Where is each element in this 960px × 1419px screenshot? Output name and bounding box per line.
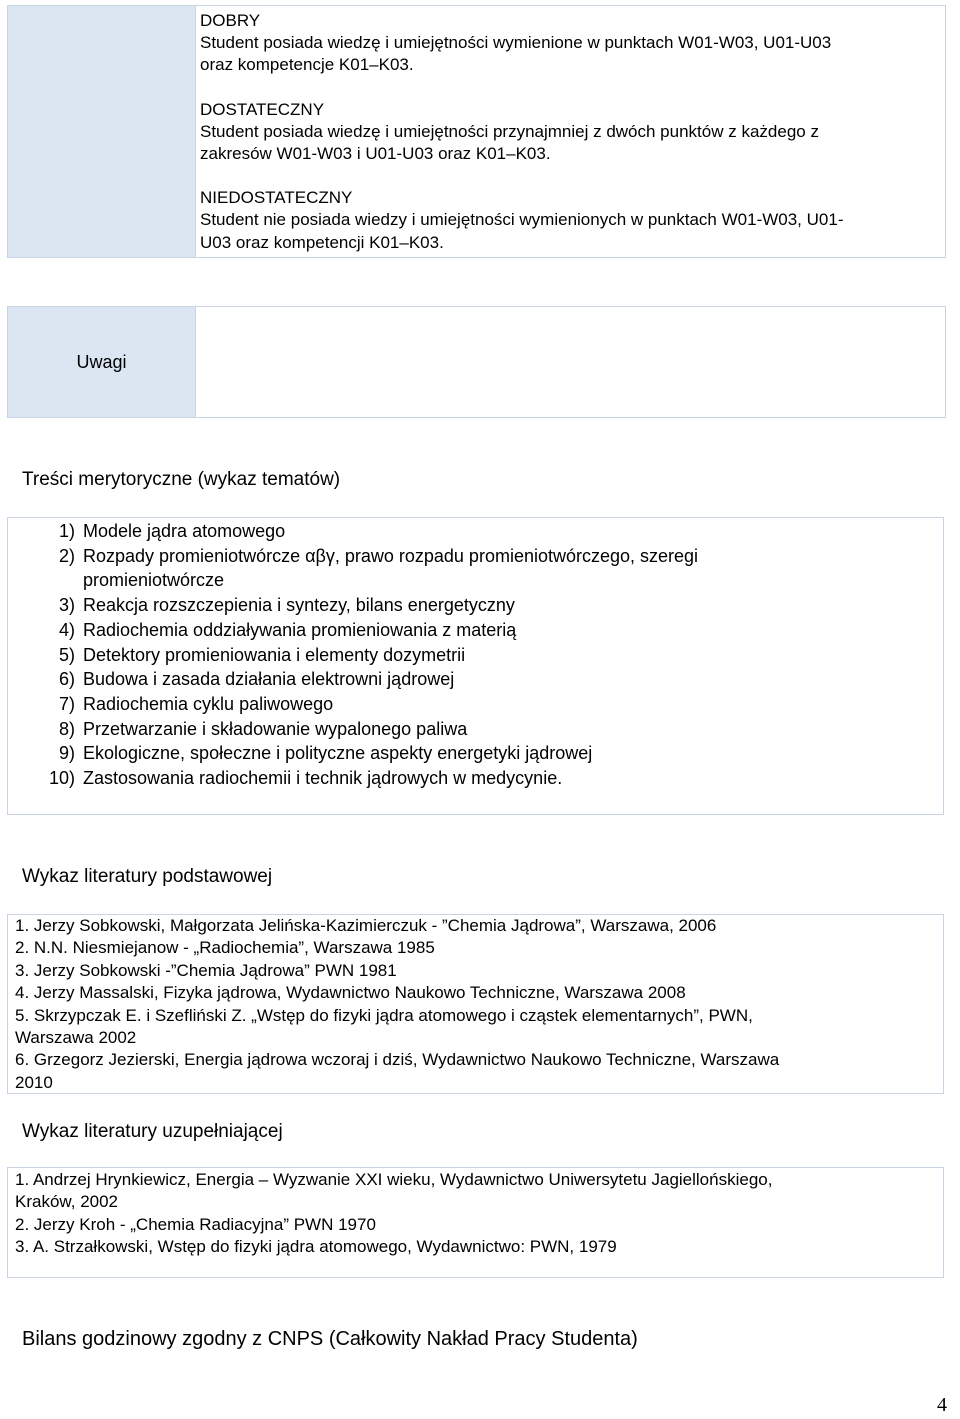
topic-text: Radiochemia oddziaływania promieniowania z materią: [83, 619, 517, 640]
topic-text: Modele jądra atomowego: [83, 521, 286, 541]
topic-number: 1): [58, 521, 75, 541]
lit-basic-line: Warszawa 2002: [15, 1028, 137, 1048]
page-number: 4: [937, 1394, 947, 1416]
topic-number: 5): [58, 644, 75, 665]
lit-basic-box: [7, 914, 944, 1094]
grade-niedostateczny-line-1: Student nie posiada wiedzy i umiejętności wymienionych w punktach W01-W03, U01-: [200, 210, 844, 230]
topic-number: 10): [48, 768, 75, 789]
topic-item: [8, 766, 943, 791]
topic-text: Przetwarzanie i składowanie wypalonego paliwa: [83, 718, 468, 739]
lit-basic-line: 6. Grzegorz Jezierski, Energia jądrowa wczoraj i dziś, Wydawnictwo Naukowo Techniczne, Warszawa: [15, 1050, 780, 1070]
topic-text: Reakcja rozszczepienia i syntezy, bilans energetyczny: [83, 595, 515, 616]
grade-dostateczny-title: DOSTATECZNY: [200, 99, 325, 119]
lit-basic-line: 3. Jerzy Sobkowski -”Chemia Jądrowa” PWN 1981: [15, 960, 397, 980]
lit-basic-line: 2010: [15, 1072, 53, 1092]
topic-number: 9): [58, 743, 75, 764]
lit-basic-line: 4. Jerzy Massalski, Fizyka jądrowa, Wydawnictwo Naukowo Techniczne, Warszawa 2008: [15, 983, 686, 1003]
lit-extra-line: 1. Andrzej Hrynkiewicz, Energia – Wyzwanie XXI wieku, Wydawnictwo Uniwersytetu Jagiellońskiego,: [15, 1170, 773, 1189]
grade-dostateczny-line-1: Student posiada wiedzę i umiejętności przynajmniej z dwóch punktów z każdego z: [200, 121, 819, 141]
bilans-heading: Bilans godzinowy zgodny z CNPS (Całkowity Nakład Pracy Studenta): [22, 1328, 638, 1350]
topic-number: 4): [58, 619, 75, 640]
lit-basic-line: 1. Jerzy Sobkowski, Małgorzata Jelińska-Kazimierczuk - ”Chemia Jądrowa”, Warszawa, 2006: [15, 916, 717, 935]
topic-item: [8, 692, 943, 717]
topic-item: [8, 593, 943, 618]
topic-number: 7): [58, 693, 75, 714]
topic-item: [8, 618, 943, 643]
topic-text: Rozpady promieniotwórcze αβγ, prawo rozpadu promieniotwórczego, szeregi: [83, 545, 699, 566]
topic-item: [8, 643, 943, 668]
uwagi-content-cell: [195, 306, 946, 418]
topic-text: Zastosowania radiochemii i technik jądrowych w medycynie.: [83, 768, 563, 789]
topics-list: [8, 519, 943, 791]
topic-text: Detektory promieniowania i elementy dozymetrii: [83, 644, 466, 665]
topic-number: 3): [58, 595, 75, 616]
topic-item: [8, 741, 943, 766]
lit-basic-line: 5. Skrzypczak E. i Szefliński Z. „Wstęp do fizyki jądra atomowego i cząstek elementarnych”, PWN,: [15, 1005, 753, 1025]
grade-dobry-line-2: oraz kompetencje K01–K03.: [200, 55, 414, 75]
grade-niedostateczny-line-2: U03 oraz kompetencji K01–K03.: [200, 232, 444, 252]
lit-extra-line: 3. A. Strzałkowski, Wstęp do fizyki jądra atomowego, Wydawnictwo: PWN, 1979: [15, 1237, 617, 1257]
topic-text: Budowa i zasada działania elektrowni jądrowej: [83, 669, 455, 690]
uwagi-label: Uwagi: [76, 351, 127, 372]
topic-item: [8, 544, 943, 593]
uwagi-label-cell: [7, 306, 196, 418]
lit-basic-heading: Wykaz literatury podstawowej: [22, 866, 273, 887]
topics-heading: Treści merytoryczne (wykaz tematów): [22, 469, 341, 490]
topic-item: [8, 667, 943, 692]
topic-item: [8, 519, 943, 544]
topic-text: Radiochemia cyklu paliwowego: [83, 693, 334, 714]
topic-text: Ekologiczne, społeczne i polityczne aspekty energetyki jądrowej: [83, 743, 593, 764]
grade-dobry-title: DOBRY: [200, 11, 261, 30]
topic-number: 6): [58, 669, 75, 690]
topics-box: [7, 517, 944, 815]
topic-number: 8): [58, 718, 75, 739]
topic-item: [8, 717, 943, 742]
grade-dobry-line-1: Student posiada wiedzę i umiejętności wymienione w punktach W01-W03, U01-U03: [200, 33, 832, 53]
grade-dostateczny-line-2: zakresów W01-W03 i U01-U03 oraz K01–K03.: [200, 144, 551, 164]
lit-extra-line: 2. Jerzy Kroh - „Chemia Radiacyjna” PWN 1970: [15, 1214, 376, 1234]
topic-text-continued: promieniotwórcze: [83, 570, 225, 591]
topic-number: 2): [58, 545, 75, 566]
lit-extra-line: Kraków, 2002: [15, 1192, 119, 1212]
grade-niedostateczny-title: NIEDOSTATECZNY: [200, 188, 353, 208]
grades-content-cell: [195, 5, 946, 258]
lit-extra-heading: Wykaz literatury uzupełniającej: [22, 1121, 283, 1142]
grades-label-cell: [7, 5, 196, 258]
lit-extra-box: [7, 1167, 944, 1278]
lit-basic-line: 2. N.N. Niesmiejanow - „Radiochemia”, Warszawa 1985: [15, 938, 435, 958]
